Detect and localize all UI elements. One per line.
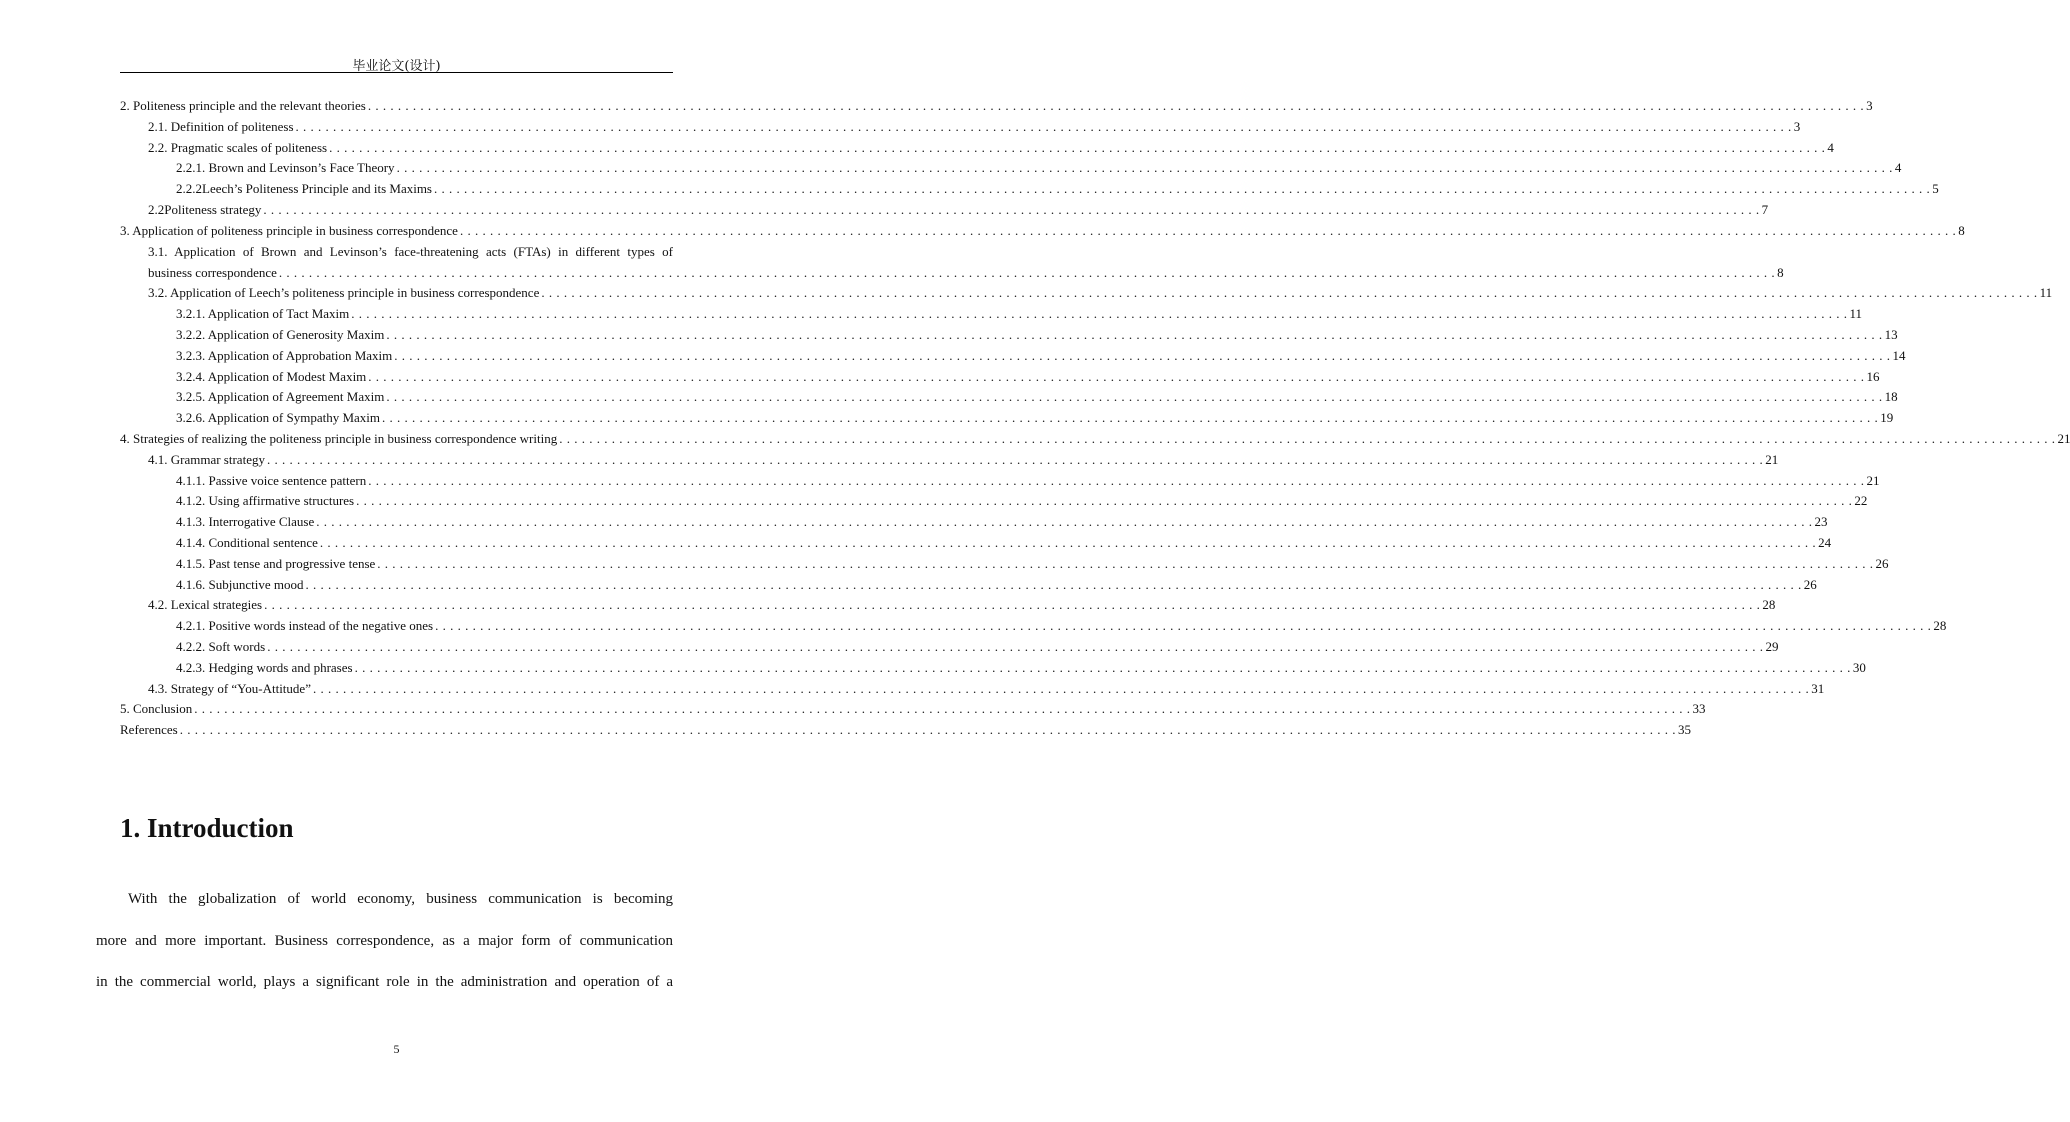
- toc-leader-dots: . . . . . . . . . . . . . . . . . . . . . . . . . . . . . . . . . . . . . . . . . . . . . . . . . . . . . . . . . . . . . . . . . . . . . . . . . . . . . . . . . . . . . . . . . . . . . . . . . . . . . . . . . . . . . . . . . . . . . . . . . . . . . . . . . . . . . . . . . . . . . . . . . . . . . . . . . . . . . . . . . . . . . . . . . . . . . . . . . . . . . . . . . . . . . . . . . . . . . . . .: [194, 701, 1691, 717]
- toc-leader-dots: . . . . . . . . . . . . . . . . . . . . . . . . . . . . . . . . . . . . . . . . . . . . . . . . . . . . . . . . . . . . . . . . . . . . . . . . . . . . . . . . . . . . . . . . . . . . . . . . . . . . . . . . . . . . . . . . . . . . . . . . . . . . . . . . . . . . . . . . . . . . . . . . . . . . . . . . . . . . . . . . . . . . . . . . . . . . . . . . . . . . . . . . . . . . . . . . . . . . . . . .: [179, 722, 1676, 738]
- toc-entry-page: 29: [1765, 639, 1779, 654]
- toc-leader-dots: . . . . . . . . . . . . . . . . . . . . . . . . . . . . . . . . . . . . . . . . . . . . . . . . . . . . . . . . . . . . . . . . . . . . . . . . . . . . . . . . . . . . . . . . . . . . . . . . . . . . . . . . . . . . . . . . . . . . . . . . . . . . . . . . . . . . . . . . . . . . . . . . . . . . . . . . . . . . . . . . . . . . . . . . . . . . . . . . . . . . . . . . . . . . . . . . . . . . . . . .: [264, 597, 1761, 613]
- toc-entry-title: 4.1.1. Passive voice sentence pattern: [176, 472, 367, 488]
- toc-entry-title: 2.2.2Leech’s Politeness Principle and its Maxims: [176, 181, 432, 197]
- toc-leader-dots: . . . . . . . . . . . . . . . . . . . . . . . . . . . . . . . . . . . . . . . . . . . . . . . . . . . . . . . . . . . . . . . . . . . . . . . . . . . . . . . . . . . . . . . . . . . . . . . . . . . . . . . . . . . . . . . . . . . . . . . . . . . . . . . . . . . . . . . . . . . . . . . . . . . . . . . . . . . . . . . . . . . . . . . . . . . . . . . . . . . . . . . . . . . . . . . . . . . . . . . .: [377, 555, 1874, 571]
- toc-entry-page: 4: [1827, 139, 1834, 155]
- toc-entry[interactable]: [0, 616, 1947, 636]
- toc-entry[interactable]: [0, 200, 1769, 220]
- toc-entry[interactable]: [0, 346, 1906, 366]
- page-number: 5: [393, 1042, 400, 1056]
- toc-entry-title: 3.2.4. Application of Modest Maxim: [176, 368, 367, 384]
- toc-leader-dots: . . . . . . . . . . . . . . . . . . . . . . . . . . . . . . . . . . . . . . . . . . . . . . . . . . . . . . . . . . . . . . . . . . . . . . . . . . . . . . . . . . . . . . . . . . . . . . . . . . . . . . . . . . . . . . . . . . . . . . . . . . . . . . . . . . . . . . . . . . . . . . . . . . . . . . . . . . . . . . . . . . . . . . . . . . . . . . . . . . . . . . . . . . . . . . . . . . . . . . . .: [541, 285, 2038, 301]
- toc-leader-dots: . . . . . . . . . . . . . . . . . . . . . . . . . . . . . . . . . . . . . . . . . . . . . . . . . . . . . . . . . . . . . . . . . . . . . . . . . . . . . . . . . . . . . . . . . . . . . . . . . . . . . . . . . . . . . . . . . . . . . . . . . . . . . . . . . . . . . . . . . . . . . . . . . . . . . . . . . . . . . . . . . . . . . . . . . . . . . . . . . . . . . . . . . . . . . . . . . . . . . . . .: [367, 98, 1865, 113]
- toc-entry[interactable]: [0, 221, 1965, 241]
- toc-entry[interactable]: [0, 533, 1832, 553]
- toc-entry-title: 3.2.5. Application of Agreement Maxim: [176, 389, 385, 405]
- toc-entry[interactable]: [0, 138, 1834, 158]
- toc-entry[interactable]: [0, 575, 1817, 595]
- toc-entry-title: 2.2Politeness strategy: [148, 202, 262, 217]
- toc-entry-page: 21: [2057, 431, 2070, 446]
- toc-entry[interactable]: [0, 325, 1898, 345]
- toc-entry-page: 26: [1803, 576, 1817, 592]
- toc-leader-dots: . . . . . . . . . . . . . . . . . . . . . . . . . . . . . . . . . . . . . . . . . . . . . . . . . . . . . . . . . . . . . . . . . . . . . . . . . . . . . . . . . . . . . . . . . . . . . . . . . . . . . . . . . . . . . . . . . . . . . . . . . . . . . . . . . . . . . . . . . . . . . . . . . . . . . . . . . . . . . . . . . . . . . . . . . . . . . . . . . . . . . . . . . . . . . . . . . . . . . . . .: [386, 389, 1883, 405]
- toc-entry[interactable]: [0, 408, 1894, 428]
- toc-entry-page: 26: [1875, 555, 1889, 571]
- toc-entry-page: 23: [1814, 514, 1828, 530]
- toc-entry-title: 3.2. Application of Leech’s politeness principle in business correspondence: [148, 285, 540, 301]
- toc-entry-title: 4.1.6. Subjunctive mood: [176, 576, 304, 592]
- toc-entry-page: 4: [1894, 160, 1902, 176]
- toc-entry[interactable]: [0, 387, 1898, 407]
- toc-entry[interactable]: [0, 263, 1784, 283]
- toc-entry[interactable]: [0, 179, 1939, 199]
- toc-entry[interactable]: [0, 283, 2053, 303]
- toc-entry-title: 2. Politeness principle and the relevant theories: [120, 98, 366, 113]
- toc-entry-title: 4.2.1. Positive words instead of the negative ones: [176, 618, 434, 634]
- toc-leader-dots: . . . . . . . . . . . . . . . . . . . . . . . . . . . . . . . . . . . . . . . . . . . . . . . . . . . . . . . . . . . . . . . . . . . . . . . . . . . . . . . . . . . . . . . . . . . . . . . . . . . . . . . . . . . . . . . . . . . . . . . . . . . . . . . . . . . . . . . . . . . . . . . . . . . . . . . . . . . . . . . . . . . . . . . . . . . . . . . . . . . . . . . . . . . . . . . . . . . . . . . .: [434, 181, 1931, 197]
- toc-leader-dots: . . . . . . . . . . . . . . . . . . . . . . . . . . . . . . . . . . . . . . . . . . . . . . . . . . . . . . . . . . . . . . . . . . . . . . . . . . . . . . . . . . . . . . . . . . . . . . . . . . . . . . . . . . . . . . . . . . . . . . . . . . . . . . . . . . . . . . . . . . . . . . . . . . . . . . . . . . . . . . . . . . . . . . . . . . . . . . . . . . . . . . . . . . . . . . . . . . . . . . . .: [263, 202, 1760, 217]
- toc-entry-page: 7: [1761, 202, 1769, 217]
- toc-leader-dots: . . . . . . . . . . . . . . . . . . . . . . . . . . . . . . . . . . . . . . . . . . . . . . . . . . . . . . . . . . . . . . . . . . . . . . . . . . . . . . . . . . . . . . . . . . . . . . . . . . . . . . . . . . . . . . . . . . . . . . . . . . . . . . . . . . . . . . . . . . . . . . . . . . . . . . . . . . . . . . . . . . . . . . . . . . . . . . . . . . . . . . . . . . . . . . . . . . . . . . . .: [382, 410, 1879, 426]
- toc-leader-dots: . . . . . . . . . . . . . . . . . . . . . . . . . . . . . . . . . . . . . . . . . . . . . . . . . . . . . . . . . . . . . . . . . . . . . . . . . . . . . . . . . . . . . . . . . . . . . . . . . . . . . . . . . . . . . . . . . . . . . . . . . . . . . . . . . . . . . . . . . . . . . . . . . . . . . . . . . . . . . . . . . . . . . . . . . . . . . . . . . . . . . . . . . . . . . . . . . . . . . . . .: [396, 160, 1893, 176]
- toc-leader-dots: . . . . . . . . . . . . . . . . . . . . . . . . . . . . . . . . . . . . . . . . . . . . . . . . . . . . . . . . . . . . . . . . . . . . . . . . . . . . . . . . . . . . . . . . . . . . . . . . . . . . . . . . . . . . . . . . . . . . . . . . . . . . . . . . . . . . . . . . . . . . . . . . . . . . . . . . . . . . . . . . . . . . . . . . . . . . . . . . . . . . . . . . . . . . . . . . . . . . . . . .: [354, 659, 1851, 675]
- toc-leader-dots: . . . . . . . . . . . . . . . . . . . . . . . . . . . . . . . . . . . . . . . . . . . . . . . . . . . . . . . . . . . . . . . . . . . . . . . . . . . . . . . . . . . . . . . . . . . . . . . . . . . . . . . . . . . . . . . . . . . . . . . . . . . . . . . . . . . . . . . . . . . . . . . . . . . . . . . . . . . . . . . . . . . . . . . . . . . . . . . . . . . . . . . . . . . . . . . . . . . . . . . .: [368, 472, 1865, 488]
- toc-entry[interactable]: [0, 699, 1706, 719]
- toc-entry-page: 35: [1678, 722, 1691, 738]
- toc-entry[interactable]: [0, 471, 1880, 491]
- toc-entry-title: 4.2.2. Soft words: [176, 639, 266, 654]
- toc-leader-dots: . . . . . . . . . . . . . . . . . . . . . . . . . . . . . . . . . . . . . . . . . . . . . . . . . . . . . . . . . . . . . . . . . . . . . . . . . . . . . . . . . . . . . . . . . . . . . . . . . . . . . . . . . . . . . . . . . . . . . . . . . . . . . . . . . . . . . . . . . . . . . . . . . . . . . . . . . . . . . . . . . . . . . . . . . . . . . . . . . . . . . . . . . . . . . . . . . . . . . . . .: [267, 639, 1764, 654]
- toc-leader-dots: . . . . . . . . . . . . . . . . . . . . . . . . . . . . . . . . . . . . . . . . . . . . . . . . . . . . . . . . . . . . . . . . . . . . . . . . . . . . . . . . . . . . . . . . . . . . . . . . . . . . . . . . . . . . . . . . . . . . . . . . . . . . . . . . . . . . . . . . . . . . . . . . . . . . . . . . . . . . . . . . . . . . . . . . . . . . . . . . . . . . . . . . . . . . . . . . . . . . . . . .: [329, 139, 1826, 155]
- toc-entry-page: 22: [1854, 493, 1868, 509]
- toc-leader-dots: . . . . . . . . . . . . . . . . . . . . . . . . . . . . . . . . . . . . . . . . . . . . . . . . . . . . . . . . . . . . . . . . . . . . . . . . . . . . . . . . . . . . . . . . . . . . . . . . . . . . . . . . . . . . . . . . . . . . . . . . . . . . . . . . . . . . . . . . . . . . . . . . . . . . . . . . . . . . . . . . . . . . . . . . . . . . . . . . . . . . . . . . . . . . . . . . . . . . . . . .: [266, 451, 1764, 467]
- toc-entry-title: business correspondence: [148, 264, 277, 280]
- toc-leader-dots: . . . . . . . . . . . . . . . . . . . . . . . . . . . . . . . . . . . . . . . . . . . . . . . . . . . . . . . . . . . . . . . . . . . . . . . . . . . . . . . . . . . . . . . . . . . . . . . . . . . . . . . . . . . . . . . . . . . . . . . . . . . . . . . . . . . . . . . . . . . . . . . . . . . . . . . . . . . . . . . . . . . . . . . . . . . . . . . . . . . . . . . . . . . . . . . . . . . . . . . .: [435, 618, 1932, 634]
- toc-entry-title: References: [120, 722, 178, 738]
- toc-entry-page: 8: [1777, 264, 1784, 280]
- toc-entry[interactable]: [0, 304, 1863, 324]
- toc-entry-title: 3.2.2. Application of Generosity Maxim: [176, 327, 385, 342]
- toc-leader-dots: . . . . . . . . . . . . . . . . . . . . . . . . . . . . . . . . . . . . . . . . . . . . . . . . . . . . . . . . . . . . . . . . . . . . . . . . . . . . . . . . . . . . . . . . . . . . . . . . . . . . . . . . . . . . . . . . . . . . . . . . . . . . . . . . . . . . . . . . . . . . . . . . . . . . . . . . . . . . . . . . . . . . . . . . . . . . . . . . . . . . . . . . . . . . . . . . . . . . . . . .: [356, 493, 1853, 509]
- toc-entry[interactable]: [0, 595, 1776, 615]
- toc-entry-page: 21: [1866, 472, 1880, 488]
- toc-entry-title: 3.2.3. Application of Approbation Maxim: [176, 347, 393, 363]
- toc-entry-page: 5: [1932, 181, 1939, 197]
- toc-entry-page: 28: [1762, 597, 1776, 613]
- toc-entry-page: 21: [1765, 451, 1779, 467]
- toc-entry-page: 13: [1884, 327, 1898, 342]
- toc-leader-dots: . . . . . . . . . . . . . . . . . . . . . . . . . . . . . . . . . . . . . . . . . . . . . . . . . . . . . . . . . . . . . . . . . . . . . . . . . . . . . . . . . . . . . . . . . . . . . . . . . . . . . . . . . . . . . . . . . . . . . . . . . . . . . . . . . . . . . . . . . . . . . . . . . . . . . . . . . . . . . . . . . . . . . . . . . . . . . . . . . . . . . . . . . . . . . . . . . . . . . . . .: [278, 264, 1776, 280]
- toc-entry[interactable]: [0, 658, 1866, 678]
- toc-entry[interactable]: [0, 512, 1828, 532]
- toc-leader-dots: . . . . . . . . . . . . . . . . . . . . . . . . . . . . . . . . . . . . . . . . . . . . . . . . . . . . . . . . . . . . . . . . . . . . . . . . . . . . . . . . . . . . . . . . . . . . . . . . . . . . . . . . . . . . . . . . . . . . . . . . . . . . . . . . . . . . . . . . . . . . . . . . . . . . . . . . . . . . . . . . . . . . . . . . . . . . . . . . . . . . . . . . . . . . . . . . . . . . . . . .: [351, 306, 1848, 322]
- toc-leader-dots: . . . . . . . . . . . . . . . . . . . . . . . . . . . . . . . . . . . . . . . . . . . . . . . . . . . . . . . . . . . . . . . . . . . . . . . . . . . . . . . . . . . . . . . . . . . . . . . . . . . . . . . . . . . . . . . . . . . . . . . . . . . . . . . . . . . . . . . . . . . . . . . . . . . . . . . . . . . . . . . . . . . . . . . . . . . . . . . . . . . . . . . . . . . . . . . . . . . . . . . .: [386, 327, 1883, 342]
- toc-entry[interactable]: [0, 367, 1880, 387]
- toc-entry[interactable]: [0, 117, 1801, 137]
- toc-entry-title: 4.1.3. Interrogative Clause: [176, 514, 315, 530]
- toc-entry-title: 3.2.1. Application of Tact Maxim: [176, 306, 350, 322]
- toc-entry[interactable]: [0, 158, 1902, 178]
- toc-entry-title: 2.2.1. Brown and Levinson’s Face Theory: [176, 160, 395, 176]
- toc-entry-page: 11: [1849, 306, 1863, 322]
- toc-entry-title: 4.1.2. Using affirmative structures: [176, 493, 355, 509]
- toc-entry-page: 19: [1880, 410, 1894, 426]
- toc-leader-dots: . . . . . . . . . . . . . . . . . . . . . . . . . . . . . . . . . . . . . . . . . . . . . . . . . . . . . . . . . . . . . . . . . . . . . . . . . . . . . . . . . . . . . . . . . . . . . . . . . . . . . . . . . . . . . . . . . . . . . . . . . . . . . . . . . . . . . . . . . . . . . . . . . . . . . . . . . . . . . . . . . . . . . . . . . . . . . . . . . . . . . . . . . . . . . . . . . . . . . . . .: [305, 576, 1802, 592]
- toc-entry-title: 3.2.6. Application of Sympathy Maxim: [176, 410, 381, 426]
- toc-entry[interactable]: [0, 637, 1779, 657]
- toc-entry-page: 30: [1852, 659, 1866, 675]
- body-line-3: in the commercial world, plays a significant role in the administration and operation of a: [96, 974, 673, 990]
- toc-entry-page: 24: [1818, 535, 1832, 550]
- toc-entry-page: 31: [1811, 680, 1825, 696]
- toc-leader-dots: . . . . . . . . . . . . . . . . . . . . . . . . . . . . . . . . . . . . . . . . . . . . . . . . . . . . . . . . . . . . . . . . . . . . . . . . . . . . . . . . . . . . . . . . . . . . . . . . . . . . . . . . . . . . . . . . . . . . . . . . . . . . . . . . . . . . . . . . . . . . . . . . . . . . . . . . . . . . . . . . . . . . . . . . . . . . . . . . . . . . . . . . . . . . . . . . . . . . . . . .: [319, 535, 1817, 550]
- toc-leader-dots: . . . . . . . . . . . . . . . . . . . . . . . . . . . . . . . . . . . . . . . . . . . . . . . . . . . . . . . . . . . . . . . . . . . . . . . . . . . . . . . . . . . . . . . . . . . . . . . . . . . . . . . . . . . . . . . . . . . . . . . . . . . . . . . . . . . . . . . . . . . . . . . . . . . . . . . . . . . . . . . . . . . . . . . . . . . . . . . . . . . . . . . . . . . . . . . . . . . . . . . .: [459, 222, 1957, 238]
- section-heading: 1. Introduction: [120, 813, 294, 843]
- toc-entry-wrapped-line[interactable]: 3.1. Application of Brown and Levinson’s face-threatening acts (FTAs) in different types of: [148, 243, 673, 259]
- toc-entry-page: 3: [1866, 98, 1873, 113]
- toc-leader-dots: . . . . . . . . . . . . . . . . . . . . . . . . . . . . . . . . . . . . . . . . . . . . . . . . . . . . . . . . . . . . . . . . . . . . . . . . . . . . . . . . . . . . . . . . . . . . . . . . . . . . . . . . . . . . . . . . . . . . . . . . . . . . . . . . . . . . . . . . . . . . . . . . . . . . . . . . . . . . . . . . . . . . . . . . . . . . . . . . . . . . . . . . . . . . . . . . . . . . . . . .: [368, 368, 1865, 384]
- toc-entry-page: 33: [1692, 701, 1706, 717]
- body-line-1: With the globalization of world economy, business communication is becoming: [128, 891, 673, 907]
- toc-entry-page: 14: [1892, 347, 1906, 363]
- toc-entry[interactable]: [0, 554, 1889, 574]
- toc-entry-title: 3. Application of politeness principle in business correspondence: [120, 222, 458, 238]
- toc-leader-dots: . . . . . . . . . . . . . . . . . . . . . . . . . . . . . . . . . . . . . . . . . . . . . . . . . . . . . . . . . . . . . . . . . . . . . . . . . . . . . . . . . . . . . . . . . . . . . . . . . . . . . . . . . . . . . . . . . . . . . . . . . . . . . . . . . . . . . . . . . . . . . . . . . . . . . . . . . . . . . . . . . . . . . . . . . . . . . . . . . . . . . . . . . . . . . . . . . . . . . . . .: [295, 118, 1792, 134]
- toc-entry-page: 28: [1933, 618, 1947, 634]
- toc-entry-title: 4.3. Strategy of “You-Attitude”: [148, 680, 311, 696]
- toc-entry[interactable]: [0, 429, 2070, 449]
- toc-entry-title: 5. Conclusion: [120, 701, 193, 717]
- toc-entry-title: 4.1. Grammar strategy: [148, 451, 265, 467]
- toc-leader-dots: . . . . . . . . . . . . . . . . . . . . . . . . . . . . . . . . . . . . . . . . . . . . . . . . . . . . . . . . . . . . . . . . . . . . . . . . . . . . . . . . . . . . . . . . . . . . . . . . . . . . . . . . . . . . . . . . . . . . . . . . . . . . . . . . . . . . . . . . . . . . . . . . . . . . . . . . . . . . . . . . . . . . . . . . . . . . . . . . . . . . . . . . . . . . . . . . . . . . . . . .: [394, 347, 1891, 363]
- toc-entry[interactable]: [0, 720, 1691, 740]
- toc-entry[interactable]: [0, 679, 1825, 699]
- toc-entry-page: 11: [2039, 285, 2053, 301]
- toc-entry-page: 16: [1866, 368, 1880, 384]
- toc-entry-page: 3: [1793, 118, 1801, 134]
- toc-leader-dots: . . . . . . . . . . . . . . . . . . . . . . . . . . . . . . . . . . . . . . . . . . . . . . . . . . . . . . . . . . . . . . . . . . . . . . . . . . . . . . . . . . . . . . . . . . . . . . . . . . . . . . . . . . . . . . . . . . . . . . . . . . . . . . . . . . . . . . . . . . . . . . . . . . . . . . . . . . . . . . . . . . . . . . . . . . . . . . . . . . . . . . . . . . . . . . . . . . . . . . . .: [316, 514, 1813, 530]
- toc-entry-page: 18: [1884, 389, 1898, 405]
- body-line-2: more and more important. Business correspondence, as a major form of communication: [96, 933, 673, 949]
- toc-leader-dots: . . . . . . . . . . . . . . . . . . . . . . . . . . . . . . . . . . . . . . . . . . . . . . . . . . . . . . . . . . . . . . . . . . . . . . . . . . . . . . . . . . . . . . . . . . . . . . . . . . . . . . . . . . . . . . . . . . . . . . . . . . . . . . . . . . . . . . . . . . . . . . . . . . . . . . . . . . . . . . . . . . . . . . . . . . . . . . . . . . . . . . . . . . . . . . . . . . . . . . . .: [312, 680, 1810, 696]
- toc-entry-title: 4.1.4. Conditional sentence: [176, 535, 318, 550]
- toc-entry[interactable]: [0, 491, 1868, 511]
- toc-entry-title: 4.1.5. Past tense and progressive tense: [176, 555, 376, 571]
- running-header: 毕业论文(设计): [352, 59, 441, 74]
- toc-entry-title: 4.2. Lexical strategies: [148, 597, 263, 613]
- toc-entry-title: 2.2. Pragmatic scales of politeness: [148, 139, 328, 155]
- toc-entry-page: 8: [1958, 222, 1965, 238]
- toc-leader-dots: . . . . . . . . . . . . . . . . . . . . . . . . . . . . . . . . . . . . . . . . . . . . . . . . . . . . . . . . . . . . . . . . . . . . . . . . . . . . . . . . . . . . . . . . . . . . . . . . . . . . . . . . . . . . . . . . . . . . . . . . . . . . . . . . . . . . . . . . . . . . . . . . . . . . . . . . . . . . . . . . . . . . . . . . . . . . . . . . . . . . . . . . . . . . . . . . . . . . . . . .: [559, 431, 2056, 446]
- toc-entry-title: 4.2.3. Hedging words and phrases: [176, 659, 353, 675]
- toc-entry-title: 4. Strategies of realizing the politeness principle in business correspondence writing: [120, 431, 558, 446]
- toc-entry[interactable]: [0, 96, 1873, 116]
- toc-entry-title: 2.1. Definition of politeness: [148, 118, 294, 134]
- toc-entry[interactable]: [0, 450, 1779, 470]
- header-rule: [120, 72, 673, 73]
